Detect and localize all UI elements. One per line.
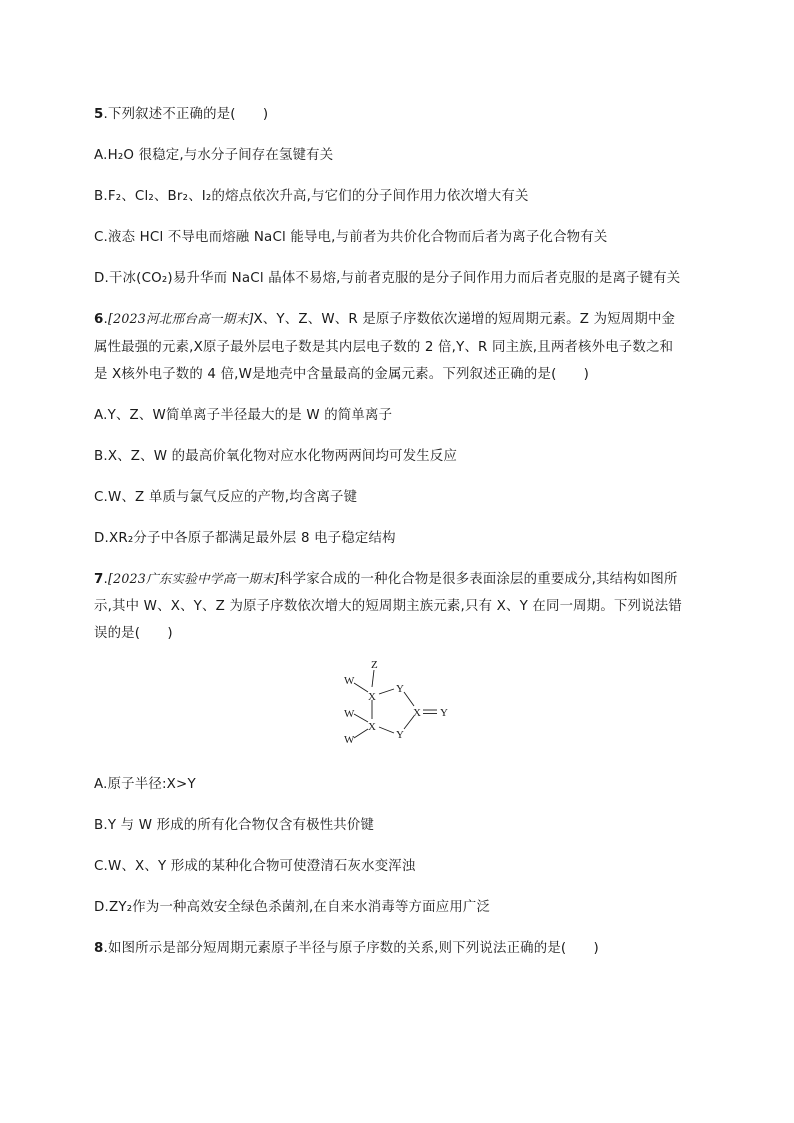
q6-option-d: D.XR₂分子中各原子都满足最外层 8 电子稳定结构 [94, 531, 396, 546]
question-source: [2023广东实验中学高一期末] [108, 571, 280, 586]
question-source: [2023河北邢台高一期末] [108, 311, 254, 326]
q6-option-a: A.Y、Z、W简单离子半径最大的是 W 的简单离子 [94, 408, 393, 423]
q6-option-c: C.W、Z 单质与氯气反应的产物,均含离子键 [94, 490, 358, 505]
q6-option-b: B.X、Z、W 的最高价氧化物对应水化物两两间均可发生反应 [94, 449, 458, 464]
bond-y-x-right-top [404, 692, 414, 706]
bond-w-x-mid [354, 714, 368, 722]
question-6-stem-line-3: 是 X核外电子数的 4 倍,W是地壳中含量最高的金属元素。下列叙述正确的是( ) [94, 367, 590, 382]
question-text: X、Y、Z、W、R 是原子序数依次递增的短周期元素。Z 为短周期中金 [253, 312, 676, 327]
bond-x-y-top [379, 689, 394, 694]
question-6-stem-line-1: 6.[2023河北邢台高一期末]X、Y、Z、W、R 是原子序数依次递增的短周期元素。Z 为短周期中金 [94, 311, 676, 327]
question-number: 5 [94, 107, 104, 122]
atom-x-right: X [413, 707, 421, 719]
q5-option-d: D.干冰(CO₂)易升华而 NaCl 晶体不易熔,与前者克服的是分子间作用力而后者克服的是离子键有关 [94, 271, 681, 286]
bond-x-y-bottom [379, 727, 394, 733]
question-7-stem-line-1: 7.[2023广东实验中学高一期末]科学家合成的一种化合物是很多表面涂层的重要成分,其结构如图所 [94, 571, 678, 587]
question-number: 6 [94, 312, 104, 327]
q7-option-a: A.原子半径:X>Y [94, 777, 196, 792]
q5-option-b: B.F₂、Cl₂、Br₂、I₂的熔点依次升高,与它们的分子间作用力依次增大有关 [94, 189, 529, 204]
atom-x-top: X [368, 691, 376, 703]
question-6-stem-line-2: 属性最强的元素,X原子最外层电子数是其内层电子数的 2 倍,Y、R 同主族,且两者核外电子数之和 [94, 340, 674, 355]
q5-option-a: A.H₂O 很稳定,与水分子间存在氢键有关 [94, 148, 334, 163]
atom-x-bottom: X [368, 721, 376, 733]
atom-w-top: W [344, 675, 355, 687]
atom-w-middle: W [344, 708, 355, 720]
question-8-stem [94, 937, 599, 956]
atom-y-bottom: Y [396, 729, 404, 741]
question-text: 科学家合成的一种化合物是很多表面涂层的重要成分,其结构如图所 [279, 572, 678, 587]
atom-y-top: Y [396, 683, 404, 695]
q5-option-c: C.液态 HCl 不导电而熔融 NaCl 能导电,与前者为共价化合物而后者为离子化合物有关 [94, 230, 608, 245]
q7-option-b: B.Y 与 W 形成的所有化合物仅含有极性共价键 [94, 818, 375, 833]
atom-z: Z [371, 659, 378, 671]
question-number: 7 [94, 572, 104, 587]
question-number: 8 [94, 941, 104, 956]
atom-y-right: Y [440, 707, 448, 719]
question-text: .下列叙述不正确的是( ) [103, 107, 269, 122]
atom-w-bottom: W [344, 734, 355, 746]
bond-w-x-bottom [354, 729, 368, 738]
question-5-stem [94, 103, 268, 122]
question-7-stem-line-3: 误的是( ) [94, 626, 173, 641]
question-7-stem-line-2: 示,其中 W、X、Y、Z 为原子序数依次增大的短周期主族元素,只有 X、Y 在同一周期。下列说法错 [94, 599, 682, 614]
molecular-structure-diagram [336, 656, 466, 748]
q7-option-c: C.W、X、Y 形成的某种化合物可使澄清石灰水变浑浊 [94, 859, 416, 874]
question-text: .如图所示是部分短周期元素原子半径与原子序数的关系,则下列说法正确的是( ) [103, 941, 599, 956]
bond-w-x-top [354, 683, 368, 692]
q7-option-d: D.ZY₂作为一种高效安全绿色杀菌剂,在自来水消毒等方面应用广泛 [94, 900, 491, 915]
bond-z-x [372, 670, 374, 687]
structure-bonds [354, 670, 437, 738]
